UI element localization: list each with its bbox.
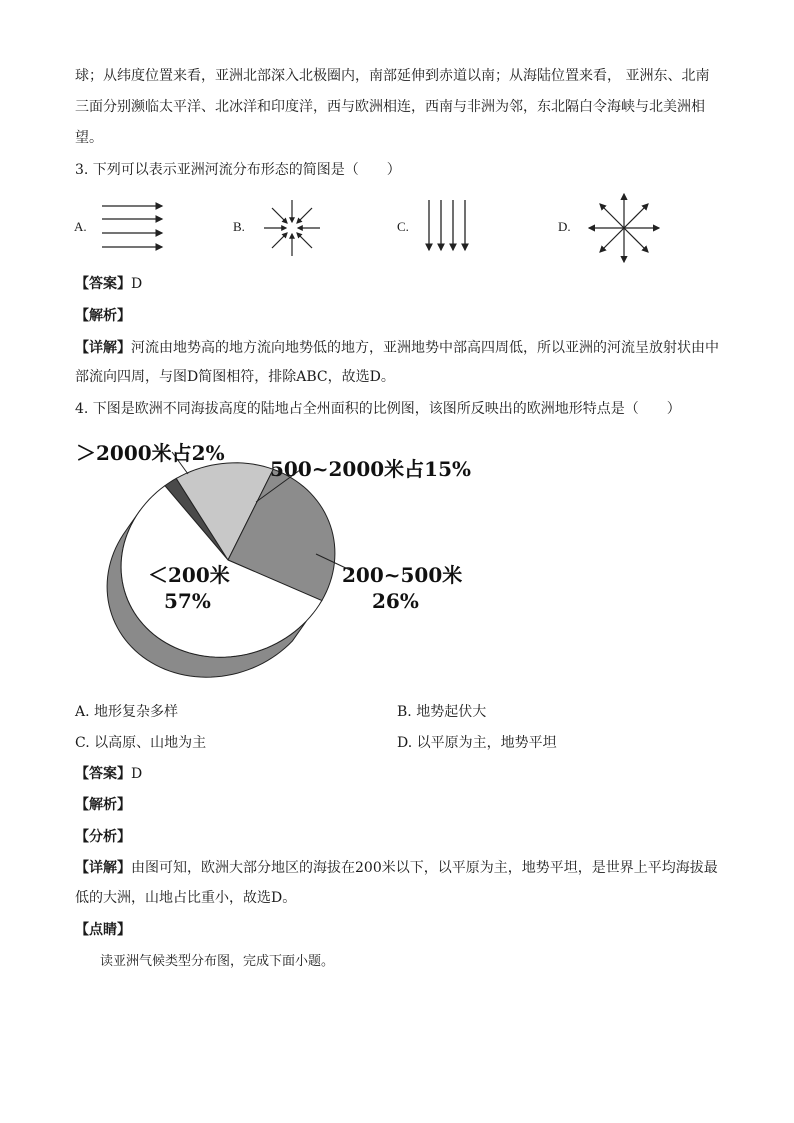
parallel-right-arrows-icon (100, 200, 168, 254)
label-500-2000: 500~2000米占15% (270, 457, 472, 481)
q3-answer-tag: 【答案】 (75, 276, 131, 292)
q3-analysis-tag: 【解析】 (75, 308, 131, 324)
label-lt200-name: ＜200米 (148, 563, 230, 587)
q4-answer (75, 764, 142, 784)
q4-option-c: C. 以高原、山地为主 (75, 735, 207, 751)
q3-answer-value: D (131, 276, 143, 292)
intro-line-2: 三面分别濒临太平洋、北冰洋和印度洋，西与欧洲相连，西南与非洲为邻，东北隔白令海峡与北美洲相 (75, 99, 705, 115)
elevation-pie-chart (60, 430, 480, 690)
q4-answer-value: D (131, 766, 143, 782)
q4-detail-line-1 (75, 858, 718, 878)
q4-analysis-tag: 【解析】 (75, 797, 131, 813)
intro-line-3: 望。 (75, 130, 103, 146)
q4-detail-tag: 【详解】 (75, 860, 131, 876)
q4-detail-line-2: 低的大洲，山地占比重小，故选D。 (75, 890, 297, 906)
q4-option-d: D. 以平原为主，地势平坦 (397, 735, 557, 751)
q3-detail-tag: 【详解】 (75, 340, 131, 356)
q3-option-b-label: B. (233, 219, 245, 234)
label-200-500-pct: 26% (372, 589, 419, 613)
q3-option-d-label: D. (558, 219, 571, 234)
q4-detail-text-1: 由图可知，欧洲大部分地区的海拔在200米以下，以平原为主，地势平坦，是世界上平均海拔最 (131, 860, 718, 876)
q4-option-b: B. 地势起伏大 (397, 704, 487, 720)
q4-answer-tag: 【答案】 (75, 766, 131, 782)
q3-answer (75, 274, 142, 294)
q3-detail-line-1 (75, 338, 719, 358)
parallel-down-arrows-icon (424, 198, 472, 258)
q3-question: 3. 下列可以表示亚洲河流分布形态的简图是（ ） (75, 162, 401, 178)
q3-option-a-label: A. (74, 219, 87, 234)
q3-option-c-label: C. (397, 219, 409, 234)
intro-line-1: 球；从纬度位置来看，亚洲北部深入北极圈内，南部延伸到赤道以南；从海陆位置来看， 亚洲东、北南 (75, 68, 710, 84)
q4-question: 4. 下图是欧洲不同海拔高度的陆地占全州面积的比例图，该图所反映出的欧洲地形特点是（ ） (75, 401, 681, 417)
q4-dianjing-tag: 【点睛】 (75, 922, 131, 938)
label-200-500-name: 200~500米 (342, 563, 463, 587)
radiating-arrows-icon (586, 190, 662, 266)
label-lt200-pct: 57% (164, 589, 211, 613)
converging-arrows-icon (262, 198, 322, 258)
label-gt2000: ＞2000米占2% (76, 441, 225, 465)
q4-fenxi-tag: 【分析】 (75, 829, 131, 845)
q4-option-a: A. 地形复杂多样 (75, 704, 179, 720)
q3-detail-text-1: 河流由地势高的地方流向地势低的地方，亚洲地势中部高四周低，所以亚洲的河流呈放射状由中 (131, 340, 719, 356)
next-question-prompt: 读亚洲气候类型分布图，完成下面小题。 (100, 954, 335, 969)
q3-detail-line-2: 部流向四周，与图D简图相符，排除ABC，故选D。 (75, 369, 395, 385)
